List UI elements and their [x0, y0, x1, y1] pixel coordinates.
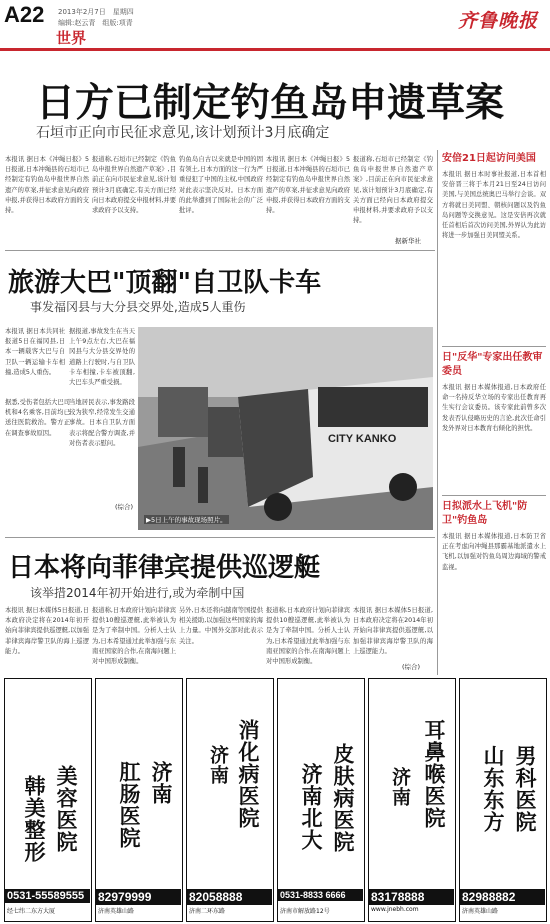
ad-phone: 82988882 [460, 889, 545, 905]
ad-hospital [277, 678, 365, 922]
issue-date: 2013年2月7日 星期四 [58, 8, 134, 16]
sidebar-item-body: 本报讯 据日本媒体报道,日本政府任命一名持反华立场的专家出任教育再生实行会议委员。该专家此前曾多次发表否认侵略历史的言论,此次任命引发外界对日本教育右倾化的担忧。 [442, 384, 546, 432]
ad-name-2: 济南 [389, 767, 411, 807]
story2-col3: 当地居民表示,事发路段较为狭窄,经常发生交通事故。日本自卫队方面表示将配合警方调查,并对伤者表示慰问。 [69, 399, 135, 447]
story3-col5: 本报讯 据日本媒体5日报道,日本政府决定将在2014年初开始向菲律宾提供巡逻艇,以加强菲律宾海岸警卫队的海上巡逻能力。 [353, 607, 433, 655]
ad-phone: 0531-55589555 [5, 889, 90, 903]
story2-col1: 本报讯 据日本共同社报道5日在福冈县,日本一辆载客大巴与自卫队一辆运输卡车相撞,造成5人重伤。 [5, 328, 65, 376]
ad-hospital [368, 678, 456, 922]
story1-title: 日方已制定钓鱼岛申遗草案 [36, 81, 505, 126]
story2-subtitle: 事发福冈县与大分县交界处,造成5人重伤 [30, 300, 246, 314]
ad-address: 济南英雄山路 [98, 908, 135, 915]
divider [442, 495, 546, 496]
story1-subtitle: 石垣市正向市民征求意见,该计划预计3月底确定 [36, 125, 330, 141]
ad-name-2: 济南 [207, 745, 229, 785]
bus-crash-image [138, 327, 433, 530]
sidebar [442, 152, 546, 642]
svg-text:CITY KANKO: CITY KANKO [328, 433, 397, 445]
ad-address: 济南英雄山路 [462, 908, 499, 915]
sidebar-item-title: 安倍21日起访问美国 [442, 153, 536, 164]
sidebar-item-title: 日拟派水上飞机"防卫"钓鱼岛 [442, 501, 528, 526]
story3-title: 日本将向菲律宾提供巡逻艇 [8, 553, 321, 583]
ad-name: 消化病医院 [236, 719, 260, 829]
sidebar-item-title: 日"反华"专家出任教审委员 [442, 352, 543, 377]
ad-phone: 82979999 [96, 889, 181, 905]
newspaper-logo: 齐鲁晚报 [457, 10, 538, 32]
divider [442, 346, 546, 347]
ads-row [4, 678, 548, 922]
sidebar-item-body: 本报讯 据日本媒体报道,日本防卫省正在考虑向冲绳县那霸基地派遣水上飞机,以加强对钓鱼岛周边海域的警戒监视。 [442, 533, 546, 571]
story3-subtitle: 该举措2014年初开始进行,或为牵制中国 [30, 586, 245, 600]
ad-name-2: 山东东方 [481, 745, 505, 833]
story2-col2: 据悉,受伤者包括大巴司机和4名乘客,目前均已送往医院救治。警方正在调查事故原因。 [5, 399, 70, 437]
story1-col3: 钓鱼岛自古以来就是中国的固有领土,日本方面的这一行为严重侵犯了中国的主权,中国政府对此表示坚决反对。日本方面的此举遭到了国际社会的广泛批评。 [179, 156, 263, 215]
story2-author: (综合) [115, 503, 134, 511]
story1-col5: 报道称,石垣市已经制定《钓鱼岛申报世界自然遗产草案》,目前正在向市民征求意见,该计划预计3月底确定,有关方面已经向日本政府提交申报材料,并要求政府予以支持。 [353, 156, 433, 225]
sidebar-rule [437, 150, 438, 675]
photo-caption: ▶5日上午的事故现场照片。 [146, 516, 227, 524]
ad-hospital [95, 678, 183, 922]
ad-hospital [459, 678, 547, 922]
ad-name: 耳鼻喉医院 [422, 719, 446, 829]
ad-name: 皮肤病医院 [331, 743, 355, 853]
ad-name: 济南 [149, 761, 173, 805]
ad-name-2: 韩美整形 [22, 775, 46, 863]
ad-name-2: 肛肠医院 [117, 761, 141, 849]
ad-address: 济南二环东路 [189, 908, 226, 915]
accident-photo [138, 327, 433, 530]
story1-col1: 本报讯 据日本《冲绳日报》5日报道,日本冲绳县的石垣市已经制定有钓鱼岛申报世界自然遗产的草案,并征求意见向政府申报,并获得日本政府方面的支持。 [5, 156, 89, 215]
story1-col2: 报道称,石垣市已经制定《钓鱼岛申报世界自然遗产草案》,目前正在向市民征求意见,该计划预计3月底确定,有关方面已经向日本政府提交申报材料,并要求政府予以支持。 [92, 156, 176, 215]
ad-phone: 82058888 [187, 889, 272, 905]
divider [5, 250, 435, 251]
editors-line: 编辑:赵云青 组版:项青 [58, 19, 133, 27]
ad-address: 经七纬二东方大厦 [7, 908, 56, 915]
story3-author: (综合) [402, 663, 421, 671]
story3-col1: 本报讯 据日本媒体5日报道,日本政府决定将在2014年初开始向菲律宾提供巡逻艇,以加强菲律宾海岸警卫队的海上巡逻能力。 [5, 607, 89, 655]
story2-title: 旅游大巴"顶翻"自卫队卡车 [8, 268, 322, 298]
story1-col4: 本报讯 据日本《冲绳日报》5日报道,日本冲绳县的石垣市已经制定有钓鱼岛申报世界自然遗产的草案,并征求意见向政府申报,并获得日本政府方面的支持。 [266, 156, 350, 215]
ad-name: 男科医院 [513, 745, 537, 833]
divider [5, 537, 435, 538]
ad-address: www.jnebh.com [371, 906, 419, 913]
ad-phone: 83178888 [369, 889, 454, 905]
story3-col2: 报道称,日本政府计划向菲律宾提供10艘巡逻艇,此举被认为是为了牵制中国。分析人士认为,日本希望通过此举加强与东南亚国家的合作,在南海问题上对中国形成制衡。 [92, 607, 176, 666]
story3-col3: 另外,日本还将向越南等国提供相关援助,以加强这些国家的海上力量。中国外交部对此表示关注。 [179, 607, 263, 645]
ad-hospital [186, 678, 274, 922]
story1-author: 据新华社 [395, 237, 421, 245]
story3-col4: 报道称,日本政府计划向菲律宾提供10艘巡逻艇,此举被认为是为了牵制中国。分析人士认为,日本希望通过此举加强与东南亚国家的合作,在南海问题上对中国形成制衡。 [266, 607, 350, 666]
ad-hospital [4, 678, 92, 922]
header-rule [0, 48, 550, 51]
ad-name-2: 济南北大 [299, 763, 323, 851]
ad-address: 济南市解放路12号 [280, 908, 330, 915]
story2-col1b: 据报道,事故发生在当天上午9点左右,大巴在福冈县与大分县交界处的道路上行驶时,与自卫队卡车相撞,卡车被顶翻,大巴车头严重受损。 [69, 328, 135, 387]
sidebar-item-body: 本报讯 据日本时事社报道,日本首相安倍晋三将于本月21日至24日访问美国,与美国总统奥巴马举行会谈。双方将就日美同盟、朝核问题以及钓鱼岛问题等交换意见。这是安倍再次就任首相后首次访问美国,外界认为此访将进一步加强日美同盟关系。 [442, 171, 546, 240]
page-number: A22 [4, 2, 45, 27]
section-title: 世界 [56, 29, 87, 47]
ad-name: 美容医院 [54, 765, 78, 853]
ad-phone: 0531-8833 6666 [278, 889, 363, 901]
